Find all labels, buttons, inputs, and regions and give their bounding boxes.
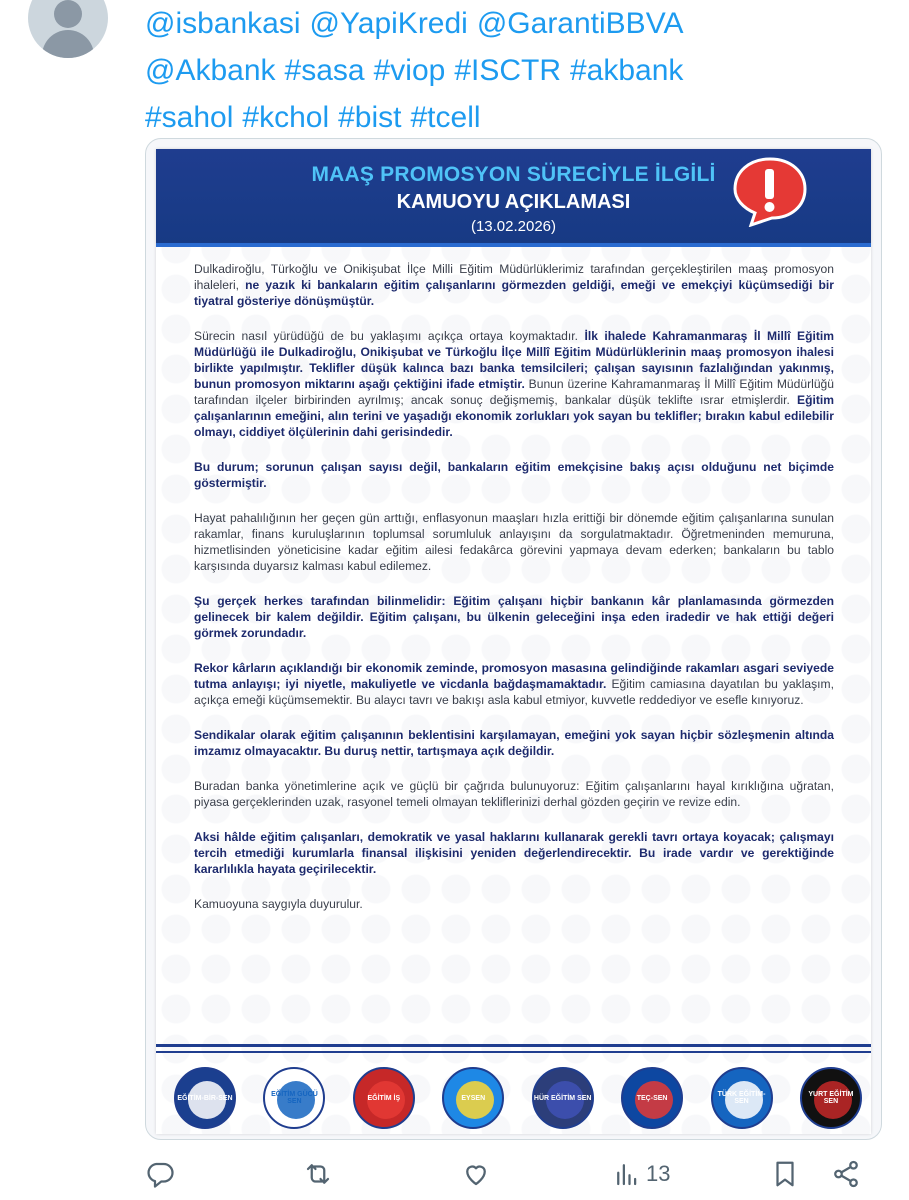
hashtag-viop[interactable]: #viop: [373, 54, 446, 87]
paragraph-6: [194, 660, 834, 708]
tweet-media-image[interactable]: [145, 138, 882, 1140]
union-logo-7: [711, 1067, 773, 1129]
union-logo-label: YURT EĞİTİM SEN: [808, 1091, 854, 1105]
union-logo-4: [442, 1067, 504, 1129]
hashtag-bist[interactable]: #bist: [338, 101, 402, 134]
tweet-line-3: [145, 94, 885, 141]
avatar[interactable]: [28, 0, 108, 58]
union-logo-label: HÜR EĞİTİM SEN: [533, 1094, 592, 1102]
union-logo-label: EYSEN: [461, 1094, 486, 1102]
union-logo-8: [800, 1067, 862, 1129]
paragraph-3: Bu durum; sorunun çalışan sayısı değil, bankaların eğitim emekçisine bakış açısı olduğunu net biçimde göstermiştir.: [194, 460, 834, 490]
share-button[interactable]: [831, 1154, 861, 1194]
paragraph-2-bold-d: Eğitim çalışanlarının emeğini, alın terini ve yaşadığı ekonomik zorlukları yok sayan bu teklifler; bırakın kabul edilebilir olmayı, ciddiyet ölçülerinin dahi gerisindedir.: [194, 393, 834, 439]
paragraph-1-bold: ne yazık ki bankaların eğitim çalışanlarını görmezden geldiği, emeği ve emekçiyi küçümsediği bir tiyatral gösteriye dönüşmüştür.: [194, 278, 834, 308]
avatar-head: [54, 0, 82, 28]
share-icon: [831, 1159, 861, 1189]
tweet-line-2: [145, 47, 885, 94]
bookmark-button[interactable]: [770, 1154, 800, 1194]
mention-yapikredi[interactable]: @YapiKredi: [309, 7, 468, 40]
hashtag-sahol[interactable]: #sahol: [145, 101, 234, 134]
mention-akbank[interactable]: @Akbank: [145, 54, 276, 87]
press-release-document: [156, 149, 871, 1134]
tweet-line-1: [145, 0, 885, 47]
union-logo-3: [353, 1067, 415, 1129]
union-logo-1: [174, 1067, 236, 1129]
union-logo-label: EĞİTİM GÜCÜ SEN: [271, 1091, 318, 1105]
union-logo-label: TÜRK EĞİTİM-SEN: [717, 1091, 766, 1105]
union-logos: [168, 1067, 868, 1133]
document-title-line1: MAAŞ PROMOSYON SÜRECİYLE İLGİLİ: [311, 163, 716, 186]
reply-icon: [145, 1159, 175, 1189]
retweet-button[interactable]: [303, 1154, 333, 1194]
document-banner: [156, 149, 871, 247]
paragraph-4: Hayat pahalılığının her geçen gün arttığı, enflasyonun maaşları hızla erittiği bir dönemde eğitim çalışanlarına sunulan rakamlar, finans kuruluşlarının toplumsal sorumluluk anlayışını da sorgulatmaktadır. Öğretmeninden memuruna, hizmetlisinden yöneticisine kadar eğitim ailesi fedakârca görevini yapmaya devam ederken; bankaların bu tablo karşısında duyarsız kalması kabul edilemez.: [194, 511, 834, 573]
mention-isbankasi[interactable]: @isbankasi: [145, 7, 301, 40]
document-date: (13.02.2026): [470, 218, 557, 235]
paragraph-2-text-c: Bunun üzerine Kahramanmaraş İl Millî Eğitim Müdürlüğü tarafından ilçeler birbirinden ayrılmış; ancak sonuç değişmemiş, bankalar düşük teklifte ısrar etmişlerdir.: [194, 377, 834, 407]
paragraph-6-text: Eğitim camiasına dayatılan bu yaklaşım, açıkça emeği küçümsemektir. Bu alaycı tavrı ve bakışı asla kabul etmiyor, kuvvetle reddediyor ve esefle kınıyoruz.: [194, 677, 834, 707]
paragraph-2-text-a: Sürecin nasıl yürüdüğü de bu yaklaşımı açıkça ortaya koymaktadır.: [194, 329, 585, 343]
avatar-body: [42, 30, 94, 58]
retweet-icon: [303, 1159, 333, 1189]
union-logo-label: EĞİTİM-BİR-SEN: [177, 1094, 233, 1102]
paragraph-10: Kamuoyuna saygıyla duyurulur.: [194, 897, 363, 911]
views-count: 13: [646, 1161, 671, 1186]
document-body: [194, 261, 834, 931]
paragraph-5: Şu gerçek herkes tarafından bilinmelidir: Eğitim çalışanı hiçbir bankanın kâr planlamasında görmezden gelinecek bir kalem değildir. Eğitim çalışanı, bu ülkenin geleceğini inşa eden iradedir ve hak ettiği değeri görmek zorundadır.: [194, 594, 834, 640]
mention-garantibbva[interactable]: @GarantiBBVA: [476, 7, 684, 40]
hashtag-sasa[interactable]: #sasa: [284, 54, 365, 87]
union-logo-6: [621, 1067, 683, 1129]
paragraph-9: Aksi hâlde eğitim çalışanları, demokratik ve yasal haklarını kullanarak gerekli tavrı ortaya koyacak; çalışmayı tercih etmediği kurumlarla finansal ilişkisini yeniden değerlendirecektir. Bu irade vardır ve gerektiğinde kararlılıkla hayata geçirilecektir.: [194, 830, 834, 876]
tweet-action-bar: [145, 1148, 885, 1200]
like-button[interactable]: [461, 1154, 491, 1194]
views-button[interactable]: [612, 1154, 670, 1194]
union-logo-strip: [156, 1044, 871, 1134]
hashtag-tcell[interactable]: #tcell: [410, 101, 481, 134]
reply-button[interactable]: [145, 1154, 175, 1194]
union-logo-label: EĞİTİM İŞ: [367, 1094, 401, 1102]
heart-icon: [461, 1159, 491, 1189]
paragraph-1-text: Dulkadiroğlu, Türkoğlu ve Onikişubat İlçe Milli Eğitim Müdürlüklerimiz tarafından gerçekleştirilen maaş promosyon ihaleleri,: [194, 262, 834, 292]
paragraph-8: Buradan banka yönetimlerine açık ve güçlü bir çağrıda bulunuyoruz: Eğitim çalışanlarını hayal kırıklığına uğratan, piyasa gerçeklerinden uzak, rasyonel temeli olmayan tekliflerinizi derhal gözden geçirin ve revize edin.: [194, 779, 834, 809]
document-title-line2: KAMUOYU AÇIKLAMASI: [396, 191, 631, 213]
hashtag-kchol[interactable]: #kchol: [242, 101, 330, 134]
union-logo-label: TEÇ-SEN: [636, 1094, 668, 1102]
exclamation-alert-icon: [731, 155, 809, 227]
hashtag-isctr[interactable]: #ISCTR: [454, 54, 561, 87]
logo-strip-divider: [156, 1051, 871, 1053]
paragraph-2-bold-b: İlk ihalede Kahramanmaraş İl Millî Eğitim Müdürlüğü ile Dulkadiroğlu, Onikişubat ve Türkoğlu İlçe Millî Eğitim Müdürlüklerinin maaş promosyon ihalesi birlikte yapılmıştır. Teklifler düşük kalınca bazı banka temsilcileri; çalışan sayısının fazlalığından yakınmış, bunun promosyon miktarını aşağı çektiğini ifade etmiştir.: [194, 329, 834, 391]
tweet-text: [145, 0, 885, 141]
bar-chart-icon: [612, 1159, 642, 1189]
paragraph-6-bold: Rekor kârların açıklandığı bir ekonomik zeminde, promosyon masasına gelindiğinde rakamları asgari seviyede tutma anlayışı; iyi niyetle, makuliyetle ve vicdanla bağdaşmamaktadır.: [194, 661, 834, 691]
hashtag-akbank[interactable]: #akbank: [570, 54, 684, 87]
union-logo-5: [532, 1067, 594, 1129]
bookmark-icon: [770, 1159, 800, 1189]
paragraph-2: [194, 328, 834, 440]
union-logo-2: [263, 1067, 325, 1129]
paragraph-7: Sendikalar olarak eğitim çalışanının beklentisini karşılamayan, emeğini yok sayan hiçbir sözleşmenin altında imzamız olmayacaktır. Bu duruş nettir, tartışmaya açık değildir.: [194, 728, 834, 758]
paragraph-1: [194, 261, 834, 309]
